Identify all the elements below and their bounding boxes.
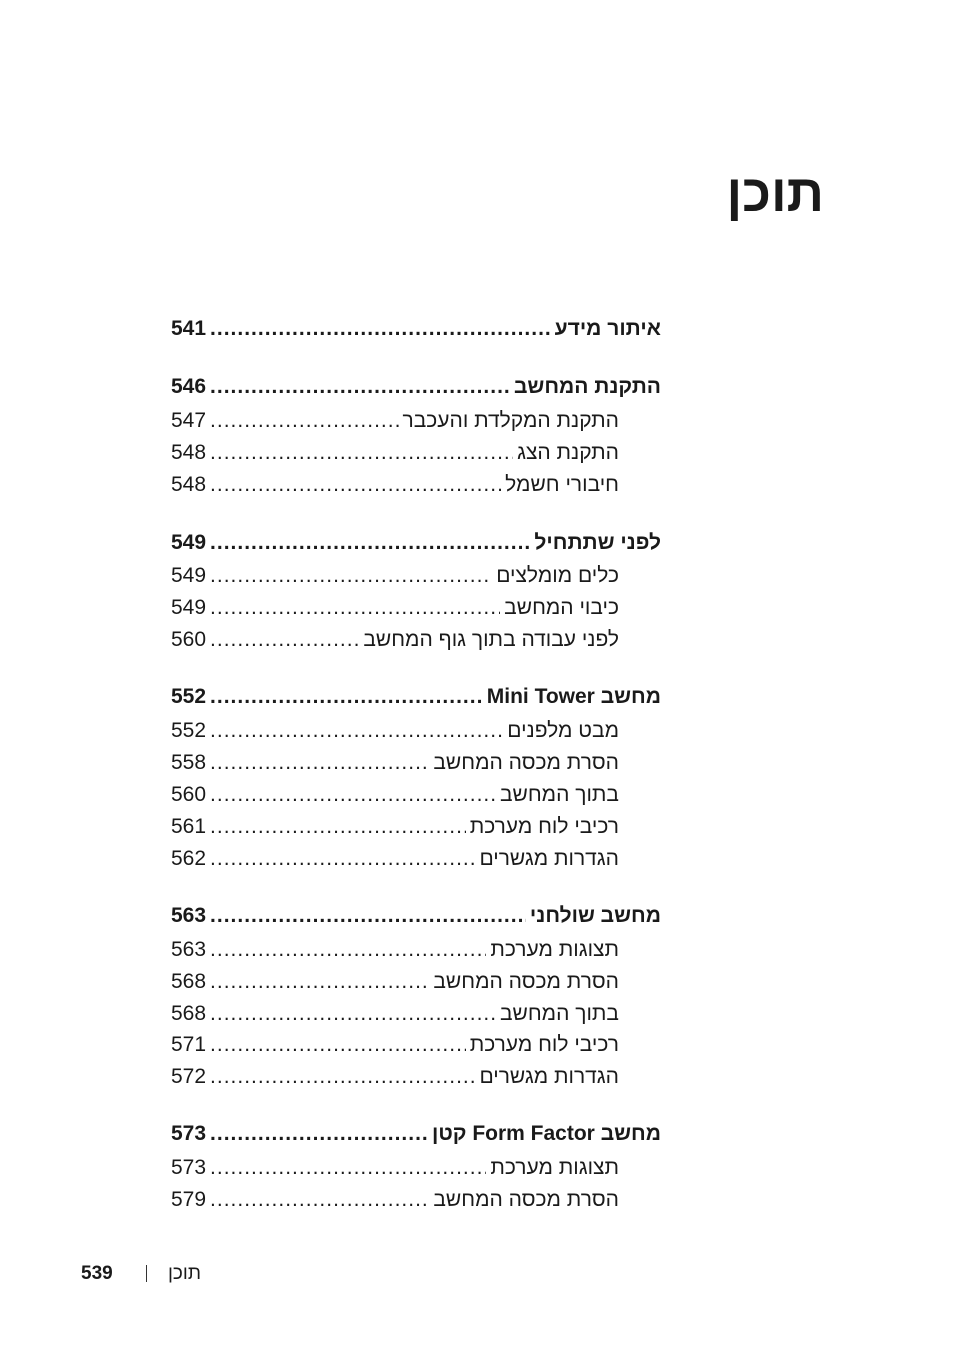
toc-entry-page: 558 [171, 751, 207, 774]
toc-entry-page: 560 [171, 628, 207, 651]
toc-entry-page: 560 [171, 783, 207, 806]
toc-entry-page: 573 [171, 1122, 207, 1145]
toc-entry-page: 552 [171, 719, 207, 742]
dot-leader [210, 529, 530, 557]
toc-entry-page: 552 [171, 685, 207, 708]
dot-leader [210, 1186, 429, 1214]
toc-entry-title: התקנת הצג [517, 441, 619, 464]
toc-entry-title: התקנת המחשב [513, 375, 661, 398]
toc-entry-title: בתוך המחשב [499, 783, 619, 806]
dot-leader [210, 439, 513, 467]
toc-entry[interactable] [171, 1120, 661, 1148]
toc-entry-title: הסרת מכסה המחשב [433, 1188, 619, 1211]
toc-entry[interactable] [171, 717, 619, 745]
dot-leader [210, 407, 398, 435]
toc-entry-page: 548 [171, 473, 207, 496]
toc-entry-title: חיבורי חשמל [505, 473, 619, 496]
toc-entry[interactable] [171, 562, 619, 590]
dot-leader [210, 902, 526, 930]
dot-leader [210, 683, 483, 711]
toc-entry-page: 547 [171, 409, 207, 432]
toc-entry[interactable] [171, 1000, 619, 1028]
toc-entry-title: תצוגות מערכת [490, 938, 619, 961]
toc-entry-page: 568 [171, 1002, 207, 1025]
toc-entry-title: הגדרות מגשרים [479, 847, 619, 870]
toc-entry-page: 549 [171, 531, 207, 554]
dot-leader [210, 968, 429, 996]
toc-entry-title: כיבוי המחשב [504, 596, 619, 619]
toc-entry-title: רכיבי לוח מערכת [469, 1033, 619, 1056]
toc-entry-title: מחשב שולחני [529, 904, 661, 927]
toc-entry-page: 561 [171, 815, 207, 838]
toc-entry-title: מחשב Mini Tower [486, 685, 661, 708]
dot-leader [210, 471, 501, 499]
toc-entry[interactable] [171, 529, 661, 557]
toc-entry-page: 568 [171, 970, 207, 993]
toc-entry-page: 548 [171, 441, 207, 464]
toc-entry[interactable] [171, 683, 661, 711]
toc-entry[interactable] [171, 626, 619, 654]
toc-entry-title: לפני שתתחיל [534, 531, 661, 554]
toc-entry-page: 573 [171, 1156, 207, 1179]
dot-leader [210, 781, 496, 809]
dot-leader [210, 717, 503, 745]
dot-leader [210, 594, 500, 622]
toc-entry-page: 549 [171, 596, 207, 619]
dot-leader [210, 1000, 496, 1028]
toc-entry[interactable] [171, 902, 661, 930]
toc-entry[interactable] [171, 1186, 619, 1214]
toc-entry-title: מחשב Form Factor קטן [431, 1122, 661, 1145]
dot-leader [210, 315, 551, 343]
dot-leader [210, 749, 429, 777]
toc-entry[interactable] [171, 813, 619, 841]
page-title: תוכן [726, 165, 824, 223]
toc-entry-title: הגדרות מגשרים [479, 1065, 619, 1088]
toc-entry[interactable] [171, 845, 619, 873]
dot-leader [210, 936, 486, 964]
dot-leader [210, 1154, 486, 1182]
toc-entry-page: 579 [171, 1188, 207, 1211]
toc-entry[interactable] [171, 781, 619, 809]
toc-entry-title: לפני עבודה בתוך גוף המחשב [363, 628, 619, 651]
toc-entry-page: 549 [171, 564, 207, 587]
dot-leader [210, 845, 475, 873]
toc-entry[interactable] [171, 439, 619, 467]
dot-leader [210, 1031, 466, 1059]
toc-entry[interactable] [171, 594, 619, 622]
toc-entry-title: כלים מומלצים [496, 564, 619, 587]
toc-entry-page: 571 [171, 1033, 207, 1056]
dot-leader [210, 373, 510, 401]
dot-leader [210, 562, 492, 590]
toc-entry-title: תצוגות מערכת [490, 1156, 619, 1179]
toc-entry[interactable] [171, 1063, 619, 1091]
dot-leader [210, 813, 466, 841]
toc-entry[interactable] [171, 1154, 619, 1182]
footer-separator [146, 1265, 147, 1282]
dot-leader [210, 1063, 475, 1091]
toc-entry-title: הסרת מכסה המחשב [433, 751, 619, 774]
toc-entry[interactable] [171, 315, 661, 343]
footer-page-number: 539 [81, 1263, 113, 1284]
page-footer [0, 1260, 954, 1288]
dot-leader [210, 626, 359, 654]
toc-entry[interactable] [171, 936, 619, 964]
toc-entry-page: 562 [171, 847, 207, 870]
toc-entry-title: התקנת המקלדת והעכבר [402, 409, 619, 432]
toc-entry[interactable] [171, 471, 619, 499]
toc-entry-page: 546 [171, 375, 207, 398]
toc-entry-title: הסרת מכסה המחשב [433, 970, 619, 993]
toc-entry-title: איתור מידע [554, 317, 661, 340]
toc-entry-page: 563 [171, 938, 207, 961]
toc-entry[interactable] [171, 1031, 619, 1059]
toc-entry-page: 541 [171, 317, 207, 340]
toc-entry-title: מבט מלפנים [507, 719, 619, 742]
toc-entry-page: 563 [171, 904, 207, 927]
toc-entry-title: בתוך המחשב [499, 1002, 619, 1025]
toc-entry[interactable] [171, 407, 619, 435]
toc-entry[interactable] [171, 968, 619, 996]
toc-entry-page: 572 [171, 1065, 207, 1088]
footer-label: תוכן [168, 1263, 201, 1284]
toc-entry[interactable] [171, 373, 661, 401]
dot-leader [210, 1120, 428, 1148]
toc-entry[interactable] [171, 749, 619, 777]
toc-entry-title: רכיבי לוח מערכת [469, 815, 619, 838]
